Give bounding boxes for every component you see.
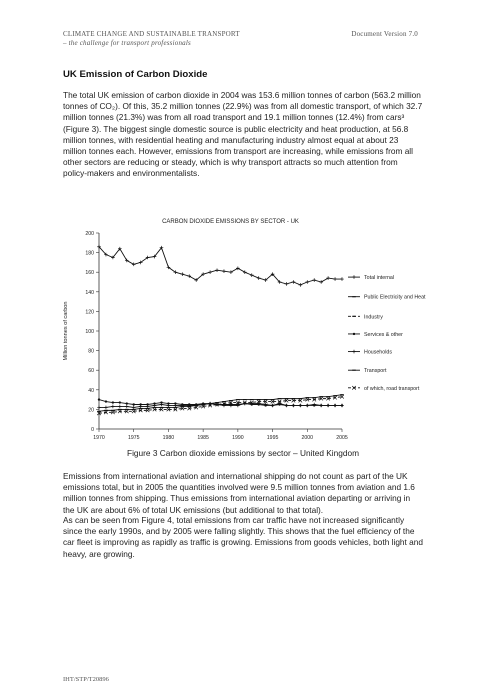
header-version: Document Version 7.0	[351, 30, 418, 38]
x-tick-label: 1970	[93, 435, 105, 441]
emissions-chart	[55, 212, 445, 444]
y-tick-label: 60	[88, 368, 94, 375]
y-axis-label: Million tonnes of carbon	[63, 301, 69, 361]
y-tick-label: 80	[88, 348, 94, 355]
data-point-households	[125, 405, 129, 409]
x-tick-label: 1985	[197, 435, 209, 441]
legend-label-public-electricity-and-heat: Public Electricity and Heat	[364, 294, 426, 301]
legend-label-total-internal: Total internal	[364, 275, 395, 282]
data-point-total-internal	[299, 283, 303, 287]
x-tick-label: 1990	[232, 435, 244, 441]
data-point-total-internal	[292, 280, 296, 284]
data-point-services-other	[105, 400, 107, 402]
data-point-households	[285, 404, 289, 408]
y-tick-label: 120	[85, 309, 94, 316]
data-point-total-internal	[215, 268, 219, 272]
data-point-total-internal	[319, 280, 323, 284]
legend-label-services-other: Services & other	[364, 331, 403, 338]
header-title: CLIMATE CHANGE AND SUSTAINABLE TRANSPORT	[63, 30, 240, 38]
x-tick-label: 2005	[336, 435, 348, 441]
data-point-total-internal	[312, 278, 316, 282]
data-point-households	[139, 405, 143, 409]
y-tick-label: 180	[85, 250, 94, 257]
data-point-services-other	[119, 401, 121, 403]
data-point-households	[305, 404, 309, 408]
data-point-total-internal	[181, 272, 185, 276]
y-tick-label: 20	[88, 407, 94, 414]
legend-marker-total-internal	[352, 275, 356, 279]
section-heading: UK Emission of Carbon Dioxide	[63, 69, 208, 80]
x-tick-label: 1995	[266, 435, 279, 441]
legend-label-of-which-road-transport: of which, road transport	[364, 385, 420, 392]
paragraph-international: Emissions from international aviation and international shipping do not count as part of the UK emissions total, but in 2005 the quantities involved were 9.5 million tonnes from aviation and 1.6 million tonnes from shipping. Thus emissions from international aviation departing or arriving in the UK are about 6% of total UK emissions (but additional to that total).	[63, 471, 415, 515]
data-point-total-internal	[132, 263, 136, 267]
data-point-households	[118, 405, 122, 409]
data-point-total-internal	[229, 270, 233, 274]
paragraph-intro: The total UK emission of carbon dioxide in 2004 was 153.6 million tonnes of carbon (563.2 million tonnes of CO₂). Of this, 35.2 million tonnes (22.9%) was from all domestic transport, of which 32.7 million tonnes (21.3%) was from all road transport and 19.1 million tonnes (12.4%) from cars³ (Figure 3). The biggest single domestic source is public electricity and heat production, at 56.8 million tonnes, with residential heating and manufacturing industry almost equal at about 23 million tonnes each. However, emissions from transport are increasing, while emissions from all other sectors are reducing or steady, which is why transport attracts so much attention from policy-makers and environmentalists.	[63, 90, 423, 179]
chart-title: CARBON DIOXIDE EMISSIONS BY SECTOR - UK	[162, 219, 299, 225]
data-point-households	[333, 404, 337, 408]
data-point-households	[319, 404, 323, 408]
data-point-total-internal	[208, 270, 212, 274]
data-point-total-internal	[340, 277, 344, 281]
data-point-total-internal	[187, 274, 191, 278]
data-point-total-internal	[333, 277, 337, 281]
data-point-total-internal	[236, 266, 240, 270]
page-footer: IHT/STP/T20896	[63, 676, 109, 683]
data-point-households	[174, 404, 178, 408]
data-point-households	[340, 404, 344, 408]
data-point-households	[326, 404, 330, 408]
header-subtitle: – the challenge for transport professionals	[63, 39, 191, 47]
data-point-households	[97, 406, 101, 410]
data-point-total-internal	[222, 269, 226, 273]
data-point-households	[167, 404, 171, 408]
paragraph-car-traffic: As can be seen from Figure 4, total emissions from car traffic have not increased significantly since the early 1990s, and by 2005 were falling slightly. This shows that the fuel efficiency of the car fleet is improving as rapidly as traffic is growing. Emissions from goods vehicles, both light and heavy, are growing.	[63, 515, 423, 559]
data-point-households	[153, 404, 157, 408]
y-tick-label: 100	[85, 329, 94, 335]
y-tick-label: 160	[85, 270, 94, 277]
series-line-total-internal	[99, 247, 342, 285]
data-point-households	[299, 404, 303, 408]
legend-label-households: Households	[364, 349, 392, 356]
data-point-total-internal	[257, 276, 261, 280]
data-point-households	[292, 404, 296, 408]
legend-label-industry: Industry	[364, 314, 383, 321]
data-point-households	[160, 403, 164, 407]
data-point-total-internal	[243, 270, 247, 274]
data-point-total-internal	[305, 280, 309, 284]
data-point-services-other	[126, 402, 128, 404]
x-tick-label: 1975	[127, 435, 140, 441]
running-header	[63, 30, 418, 47]
data-point-households	[111, 405, 115, 409]
figure-caption: Figure 3 Carbon dioxide emissions by sector – United Kingdom	[127, 448, 359, 458]
data-point-total-internal	[250, 273, 254, 277]
legend-marker-services-other	[353, 333, 355, 335]
y-tick-label: 200	[85, 231, 94, 237]
y-tick-label: 140	[85, 289, 94, 296]
y-tick-label: 0	[91, 427, 94, 433]
legend-label-transport: Transport	[364, 368, 387, 375]
legend-marker-households	[352, 350, 356, 354]
data-point-services-other	[112, 401, 114, 403]
data-point-total-internal	[326, 276, 330, 280]
data-point-services-other	[133, 403, 135, 405]
x-tick-label: 2000	[301, 435, 314, 441]
data-point-households	[146, 405, 150, 409]
data-point-total-internal	[285, 282, 289, 286]
data-point-households	[132, 406, 136, 410]
x-tick-label: 1980	[162, 435, 175, 441]
data-point-services-other	[98, 398, 100, 400]
data-point-households	[271, 404, 275, 408]
y-tick-label: 40	[88, 387, 94, 394]
data-point-households	[104, 406, 108, 410]
